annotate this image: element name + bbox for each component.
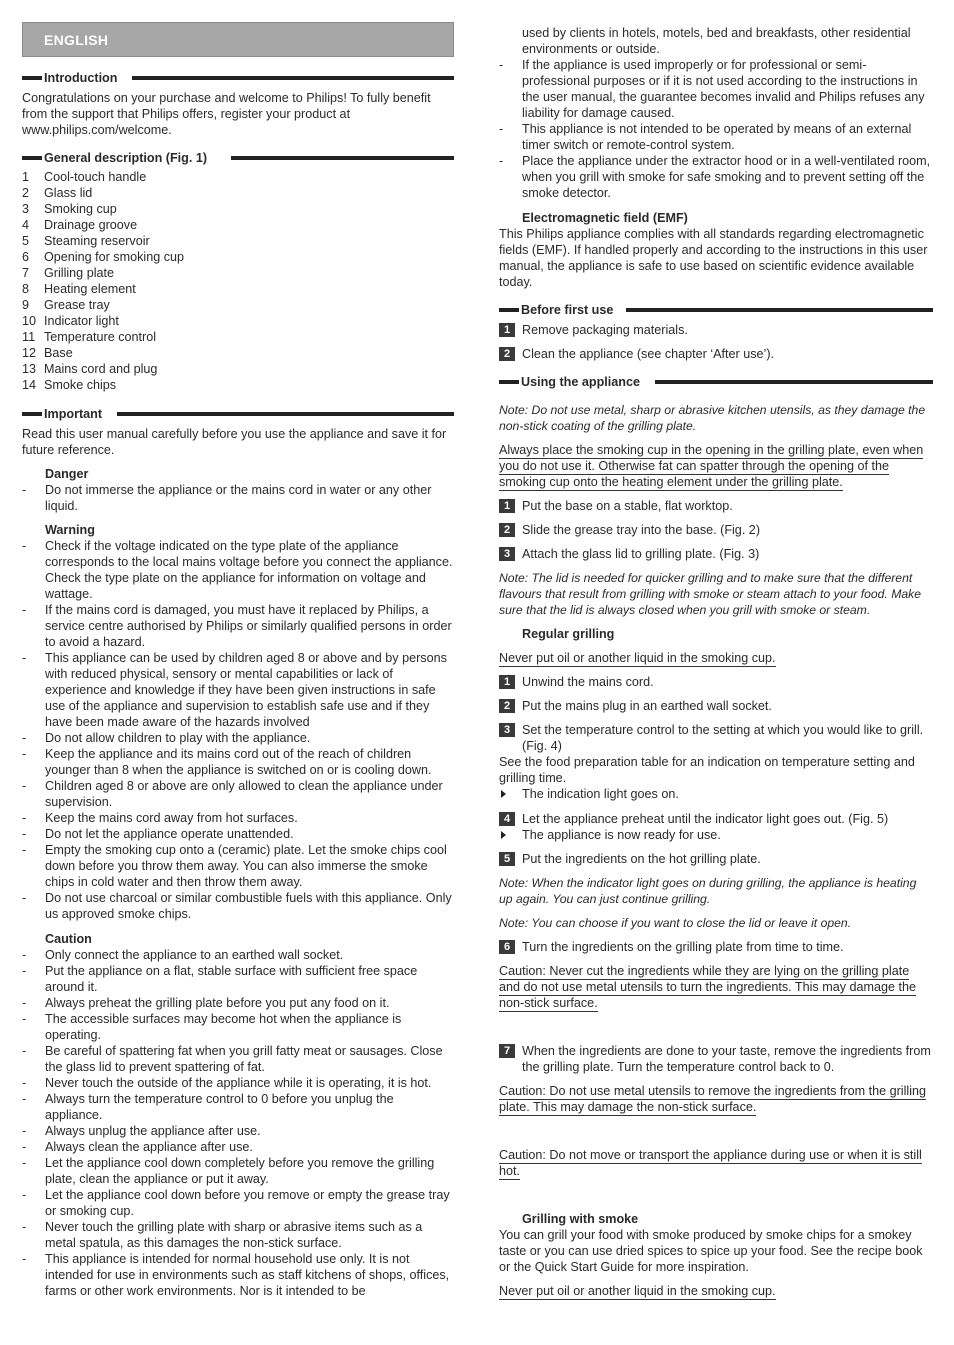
list-item: - Keep the mains cord away from hot surfaces. xyxy=(22,810,454,826)
parts-list-item xyxy=(22,329,454,345)
step-number: 2 xyxy=(499,347,515,361)
step: 3 Attach the glass lid to grilling plate. (Fig. 3) xyxy=(499,546,933,562)
list-item: - The accessible surfaces may become hot when the appliance is operating. xyxy=(22,1011,454,1043)
danger-list xyxy=(22,482,454,514)
step: 5 Put the ingredients on the hot grilling plate. xyxy=(499,851,933,867)
step: 2 Slide the grease tray into the base. (Fig. 2) xyxy=(499,522,933,538)
parts-list xyxy=(22,169,454,393)
step: 1 Remove packaging materials. xyxy=(499,322,933,338)
item-label: Grease tray xyxy=(44,298,110,312)
continued-list xyxy=(499,57,933,201)
heading-rule xyxy=(499,308,519,312)
item-number: 11 xyxy=(22,330,36,344)
list-item: - This appliance is intended for normal household use only. It is not intended for use in environments such as staff kitchens of shops, offices, farms or other work environments. Nor is it intended to be xyxy=(22,1251,454,1299)
danger-title: Danger xyxy=(45,467,89,481)
step-number: 4 xyxy=(499,812,515,826)
general-description-heading: General description (Fig. 1) xyxy=(22,151,454,165)
list-item: - If the appliance is used improperly or for professional or semi-professional purposes or if it is not used according to the instructions in the user manual, the guarantee becomes invalid and Philips refuses any liability for damage caused. xyxy=(499,57,933,121)
list-item: - Empty the smoking cup onto a (ceramic) plate. Let the smoke chips cool down before you throw them away. You can also immerse the smoke chips in cold water and then throw them away. xyxy=(22,842,454,890)
heading-rule xyxy=(22,76,42,80)
item-number: 6 xyxy=(22,250,30,264)
heading-rule xyxy=(655,380,933,384)
note-lid: Note: The lid is needed for quicker grilling and to make sure that the different flavours that result from grilling with smoke or steam attach to your food. Make sure that the lid is always closed when you grill with smoke or steam. xyxy=(499,571,921,617)
item-label: Heating element xyxy=(44,282,136,296)
list-item: - Do not allow children to play with the appliance. xyxy=(22,730,454,746)
item-label: Temperature control xyxy=(44,330,156,344)
step: 1 Unwind the mains cord. xyxy=(499,674,933,690)
list-item: - If the mains cord is damaged, you must have it replaced by Philips, a service centre authorised by Philips or similarly qualified persons in order to avoid a hazard. xyxy=(22,602,454,650)
caution-title: Caution xyxy=(45,932,92,946)
item-number: 9 xyxy=(22,298,30,312)
list-item: - Children aged 8 or above are only allowed to clean the appliance under supervision. xyxy=(22,778,454,810)
item-number: 5 xyxy=(22,234,30,248)
caution-transport: Caution: Do not move or transport the appliance during use or when it is still hot. xyxy=(499,1148,922,1178)
item-label: Indicator light xyxy=(44,314,119,328)
item-label: Grilling plate xyxy=(44,266,114,280)
list-item: - Put the appliance on a flat, stable surface with sufficient free space around it. xyxy=(22,963,454,995)
item-number: 3 xyxy=(22,202,30,216)
step-number: 1 xyxy=(499,323,515,337)
step-number: 3 xyxy=(499,547,515,561)
step-number: 7 xyxy=(499,1044,515,1058)
parts-list-item xyxy=(22,313,454,329)
item-label: Mains cord and plug xyxy=(44,362,158,376)
step-number: 6 xyxy=(499,940,515,954)
parts-list-item xyxy=(22,185,454,201)
item-label: Glass lid xyxy=(44,186,93,200)
introduction-heading: Introduction xyxy=(22,71,454,85)
list-item: - Always turn the temperature control to 0 before you unplug the appliance. xyxy=(22,1091,454,1123)
using-heading: Using the appliance xyxy=(499,375,933,389)
list-item: - Place the appliance under the extractor hood or in a well-ventilated room, when you grill with smoke for safe smoking and to prevent setting off the smoke detector. xyxy=(499,153,933,201)
list-item: - Let the appliance cool down completely before you remove the grilling plate, clean the appliance or put it away. xyxy=(22,1155,454,1187)
item-number: 12 xyxy=(22,346,37,360)
note-lid-choice: Note: You can choose if you want to close the lid or leave it open. xyxy=(499,916,852,930)
step-number: 1 xyxy=(499,675,515,689)
caution-list xyxy=(22,947,454,1299)
list-item: - Check if the voltage indicated on the type plate of the appliance corresponds to the local mains voltage before you connect the appliance. Check the type plate on the appliance for information on voltage and wattage. xyxy=(22,538,454,602)
caution-metal-utensils: Caution: Do not use metal utensils to remove the ingredients from the grilling plate. This may damage the non-stick surface. xyxy=(499,1084,927,1114)
note-indicator: Note: When the indicator light goes on during grilling, the appliance is heating up again. You can just continue grilling. xyxy=(499,876,917,906)
item-number: 10 xyxy=(22,314,37,328)
item-label: Smoke chips xyxy=(44,378,117,392)
parts-list-item xyxy=(22,297,454,313)
table-reference: See the food preparation table for an indication on temperature setting and grilling time. xyxy=(499,755,915,785)
item-label: Drainage groove xyxy=(44,218,138,232)
item-number: 4 xyxy=(22,218,30,232)
parts-list-item xyxy=(22,249,454,265)
step: 6 Turn the ingredients on the grilling plate from time to time. xyxy=(499,939,933,955)
list-item: - Let the appliance cool down before you remove or empty the grease tray or smoking cup. xyxy=(22,1187,454,1219)
item-label: Cool-touch handle xyxy=(44,170,147,184)
step: 2 Clean the appliance (see chapter ‘After use’). xyxy=(499,346,933,362)
warning-title: Warning xyxy=(45,523,95,537)
list-item: - Always clean the appliance after use. xyxy=(22,1139,454,1155)
item-number: 14 xyxy=(22,378,37,392)
warning-no-oil-2: Never put oil or another liquid in the smoking cup. xyxy=(499,1284,776,1298)
item-label: Smoking cup xyxy=(44,202,117,216)
heading-rule xyxy=(22,156,42,160)
item-number: 13 xyxy=(22,362,37,376)
important-intro: Read this user manual carefully before you use the appliance and save it for future reference. xyxy=(22,427,447,457)
item-label: Opening for smoking cup xyxy=(44,250,185,264)
step-number: 1 xyxy=(499,499,515,513)
step: 1 Put the base on a stable, flat worktop. xyxy=(499,498,933,514)
list-item: - Only connect the appliance to an earthed wall socket. xyxy=(22,947,454,963)
warning-smoking-cup: Always place the smoking cup in the opening in the grilling plate, even when you do not use it. Otherwise fat can spatter through the opening of the smoking cup onto the heating element under the grilling plate. xyxy=(499,443,924,489)
parts-list-item xyxy=(22,217,454,233)
list-item: - Keep the appliance and its mains cord out of the reach of children younger than 8 when the appliance is switched on or is cooling down. xyxy=(22,746,454,778)
item-number: 8 xyxy=(22,282,30,296)
parts-list-item xyxy=(22,265,454,281)
list-item: - Do not use charcoal or similar combustible fuels with this appliance. Only us approved smoke chips. xyxy=(22,890,454,922)
language-bar xyxy=(22,22,454,57)
result-indicator-on: The indication light goes on. xyxy=(499,786,933,802)
language-label: ENGLISH xyxy=(44,32,109,48)
step: 4 Let the appliance preheat until the indicator light goes out. (Fig. 5) xyxy=(499,811,933,827)
item-label: Base xyxy=(44,346,73,360)
important-heading: Important xyxy=(22,407,454,421)
before-first-use-heading: Before first use xyxy=(499,303,933,317)
emf-text: This Philips appliance complies with all standards regarding electromagnetic fields (EMF). If handled properly and according to the instructions in this user manual, the appliance is safe to use based on scientific evidence available today. xyxy=(499,227,928,289)
item-number: 2 xyxy=(22,186,30,200)
item-number: 7 xyxy=(22,266,30,280)
step-number: 2 xyxy=(499,523,515,537)
list-item: - Always unplug the appliance after use. xyxy=(22,1123,454,1139)
regular-grilling-title: Regular grilling xyxy=(522,627,615,641)
continued-text: used by clients in hotels, motels, bed and breakfasts, other residential environments or outside. xyxy=(522,26,911,56)
list-item: - This appliance is not intended to be operated by means of an external timer switch or remote-control system. xyxy=(499,121,933,153)
parts-list-item xyxy=(22,377,454,393)
caution-cutting: Caution: Never cut the ingredients while they are lying on the grilling plate and do not use metal utensils to turn the ingredients. This may damage the non-stick surface. xyxy=(499,964,917,1010)
smoke-text: You can grill your food with smoke produced by smoke chips for a smokey taste or you can use dried spices to spice up your food. See the recipe book or the Quick Start Guide for more inspiration. xyxy=(499,1228,923,1274)
heading-rule xyxy=(499,380,519,384)
warning-list xyxy=(22,538,454,922)
list-item: - Never touch the grilling plate with sharp or abrasive items such as a metal spatula, as this damages the non-stick surface. xyxy=(22,1219,454,1251)
heading-rule xyxy=(22,412,42,416)
heading-rule xyxy=(626,308,933,312)
heading-rule xyxy=(231,156,454,160)
warning-no-oil: Never put oil or another liquid in the smoking cup. xyxy=(499,651,776,665)
heading-rule xyxy=(117,412,454,416)
parts-list-item xyxy=(22,201,454,217)
step-number: 2 xyxy=(499,699,515,713)
list-item: - Never touch the outside of the appliance while it is operating, it is hot. xyxy=(22,1075,454,1091)
step-number: 5 xyxy=(499,852,515,866)
emf-title: Electromagnetic field (EMF) xyxy=(522,211,688,225)
list-item: - This appliance can be used by children aged 8 or above and by persons with reduced physical, sensory or mental capabilities or lack of experience and knowledge if they have been given instructions in safe use of the appliance and supervision to establish safe use and if they have been made aware of the hazards involved xyxy=(22,650,454,730)
grilling-with-smoke-title: Grilling with smoke xyxy=(522,1212,639,1226)
step: 7 When the ingredients are done to your taste, remove the ingredients from the grilling plate. Turn the temperature control back to 0. xyxy=(499,1043,933,1075)
parts-list-item xyxy=(22,345,454,361)
parts-list-item xyxy=(22,281,454,297)
list-item: - Do not immerse the appliance or the mains cord in water or any other liquid. xyxy=(22,482,454,514)
list-item: - Do not let the appliance operate unattended. xyxy=(22,826,454,842)
step: 2 Put the mains plug in an earthed wall socket. xyxy=(499,698,933,714)
note-utensils: Note: Do not use metal, sharp or abrasive kitchen utensils, as they damage the non-stick coating of the grilling plate. xyxy=(499,403,926,433)
parts-list-item xyxy=(22,169,454,185)
item-number: 1 xyxy=(22,170,30,184)
introduction-text: Congratulations on your purchase and welcome to Philips! To fully benefit from the support that Philips offers, register your product at www.philips.com/welcome. xyxy=(22,91,431,137)
result-ready: The appliance is now ready for use. xyxy=(499,827,933,843)
list-item: - Always preheat the grilling plate before you put any food on it. xyxy=(22,995,454,1011)
step: 3 Set the temperature control to the setting at which you would like to grill. (Fig. 4) xyxy=(499,722,933,754)
step-number: 3 xyxy=(499,723,515,737)
parts-list-item xyxy=(22,361,454,377)
item-label: Steaming reservoir xyxy=(44,234,150,248)
parts-list-item xyxy=(22,233,454,249)
heading-rule xyxy=(132,76,454,80)
list-item: - Be careful of spattering fat when you grill fatty meat or sausages. Close the glass lid to prevent spattering of fat. xyxy=(22,1043,454,1075)
